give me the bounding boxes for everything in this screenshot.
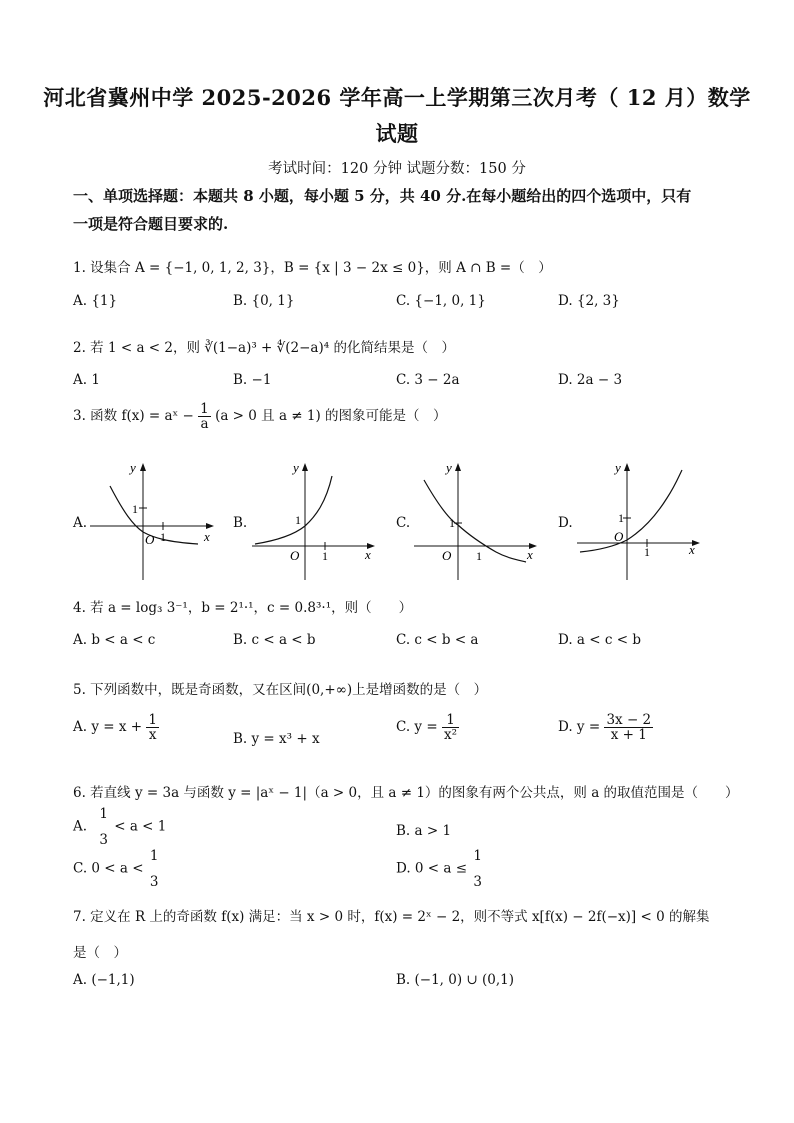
graph-d-axis-y: y xyxy=(615,460,621,475)
q5-optd-prefix: D. y = xyxy=(558,719,601,736)
q3-stem-suffix: (a > 0 且 a ≠ 1) 的图象可能是（ ） xyxy=(215,408,447,425)
q7-option-a: A. (−1,1) xyxy=(73,972,135,988)
q6-optc-prefix: C. 0 < a < xyxy=(73,860,144,877)
graph-a xyxy=(88,458,220,583)
exam-info: 考试时间：120 分钟 试题分数：150 分 xyxy=(268,161,526,177)
q5-option-a xyxy=(73,713,159,742)
question-5-stem: 5. 下列函数中，既是奇函数，又在区间(0,+∞)上是增函数的是（ ） xyxy=(73,682,488,698)
graph-b-axis-x: x xyxy=(365,547,371,562)
graph-c-label: C. xyxy=(396,515,411,531)
graph-d-axis-x: x xyxy=(689,542,695,557)
graph-c-origin: O xyxy=(442,548,452,563)
graph-c-tick-y: 1 xyxy=(449,516,455,530)
q2-option-c: C. 3 − 2a xyxy=(396,372,460,388)
question-3-stem xyxy=(73,402,447,431)
q6-option-d xyxy=(396,849,484,889)
q5-option-c xyxy=(396,713,459,742)
graph-a-axis-x: x xyxy=(204,529,210,544)
graph-d xyxy=(575,458,707,583)
graph-b-tick-x: 1 xyxy=(322,549,328,563)
q6-optc-num: 1 xyxy=(149,848,159,864)
graph-a-origin: O xyxy=(145,532,155,547)
q6-opta-num: 1 xyxy=(99,806,108,822)
page-title-line2: 试题 xyxy=(375,121,419,146)
graph-b-origin: O xyxy=(290,548,300,563)
q1-option-b: B. {0, 1} xyxy=(233,293,295,309)
q6-option-b: B. a > 1 xyxy=(396,823,452,839)
graph-a-axis-y: y xyxy=(130,460,136,475)
graph-c-axis-y: y xyxy=(446,460,452,475)
q5-optd-den: x + 1 xyxy=(610,727,647,744)
q1-option-d: D. {2, 3} xyxy=(558,293,620,309)
q6-option-c xyxy=(73,849,160,889)
graph-c-tick-x: 1 xyxy=(476,549,482,563)
q2-option-d: D. 2a − 3 xyxy=(558,372,623,388)
graph-b-tick-y: 1 xyxy=(295,513,301,527)
q6-opta-suffix: < a < 1 xyxy=(114,818,167,835)
q2-option-b: B. −1 xyxy=(233,372,272,388)
graph-d-tick-x: 1 xyxy=(644,545,650,559)
q6-opta-den: 3 xyxy=(99,832,108,849)
q3-stem-prefix: 3. 函数 f(x) = aˣ − xyxy=(73,408,194,425)
graph-a-label: A. xyxy=(73,515,88,531)
q6-opta-label: A. xyxy=(73,818,88,835)
q5-optc-num: 1 xyxy=(442,713,459,728)
graph-b-axis-y: y xyxy=(293,460,299,475)
q1-option-a: A. {1} xyxy=(73,293,118,309)
graph-d-tick-y: 1 xyxy=(618,511,624,525)
graph-a-tick-y: 1 xyxy=(132,502,138,516)
q5-opta-prefix: A. y = x + xyxy=(73,719,143,736)
q6-optd-num: 1 xyxy=(473,848,482,864)
graph-c xyxy=(412,458,544,583)
q6-optc-den: 3 xyxy=(149,874,159,891)
graph-b-label: B. xyxy=(233,515,248,531)
graph-c-axis-x: x xyxy=(527,547,533,562)
q4-option-c: C. c < b < a xyxy=(396,632,479,648)
q7-option-b: B. (−1, 0) ∪ (0,1) xyxy=(396,972,515,988)
section-heading-line2: 一项是符合题目要求的. xyxy=(73,215,229,233)
q3-frac-den: a xyxy=(200,416,209,433)
q2-option-a: A. 1 xyxy=(73,372,100,388)
question-7-stem-line2: 是（ ） xyxy=(73,945,127,961)
question-6-stem: 6. 若直线 y = 3a 与函数 y = |aˣ − 1|（a > 0，且 a ≠ 1）的图象有两个公共点，则 a 的取值范围是（ ） xyxy=(73,785,739,801)
question-1-stem: 1. 设集合 A = {−1, 0, 1, 2, 3}，B = {x | 3 − 2x ≤ 0}，则 A ∩ B =（ ） xyxy=(73,260,552,276)
question-7-stem: 7. 定义在 R 上的奇函数 f(x) 满足：当 x > 0 时，f(x) = 2ˣ − 2，则不等式 x[f(x) − 2f(−x)] < 0 的解集 xyxy=(73,909,710,925)
q6-option-a xyxy=(73,807,166,847)
q4-option-b: B. c < a < b xyxy=(233,632,316,648)
q6-optd-den: 3 xyxy=(473,874,482,891)
q5-optc-den: x² xyxy=(443,727,457,744)
graph-d-label: D. xyxy=(558,515,573,531)
graph-b xyxy=(250,458,382,583)
question-2-stem: 2. 若 1 < a < 2，则 ∛(1−a)³ + ∜(2−a)⁴ 的化简结果是（ ） xyxy=(73,340,455,356)
question-4-stem: 4. 若 a = log₃ 3⁻¹，b = 2¹·¹，c = 0.8³·¹，则（ ） xyxy=(73,600,413,616)
q5-opta-num: 1 xyxy=(148,712,157,728)
q5-option-d xyxy=(558,713,653,742)
q3-fraction xyxy=(198,402,211,431)
q3-frac-num: 1 xyxy=(200,401,209,417)
q5-option-b: B. y = x³ + x xyxy=(233,731,320,747)
q5-opta-den: x xyxy=(148,727,157,744)
q6-optd-prefix: D. 0 < a ≤ xyxy=(396,860,468,877)
q4-option-a: A. b < a < c xyxy=(73,632,156,648)
q5-optd-num: 3x − 2 xyxy=(606,712,652,728)
page-title: 河北省冀州中学 2025-2026 学年高一上学期第三次月考（ 12 月）数学 xyxy=(43,85,751,110)
q4-option-d: D. a < c < b xyxy=(558,632,641,648)
graph-d-origin: O xyxy=(614,529,624,544)
graph-a-tick-x: 1 xyxy=(160,530,166,544)
q1-option-c: C. {−1, 0, 1} xyxy=(396,293,486,309)
section-heading: 一、单项选择题：本题共 8 小题，每小题 5 分，共 40 分.在每小题给出的四个选项中，只有 xyxy=(73,187,692,205)
q5-optc-prefix: C. y = xyxy=(396,719,438,736)
